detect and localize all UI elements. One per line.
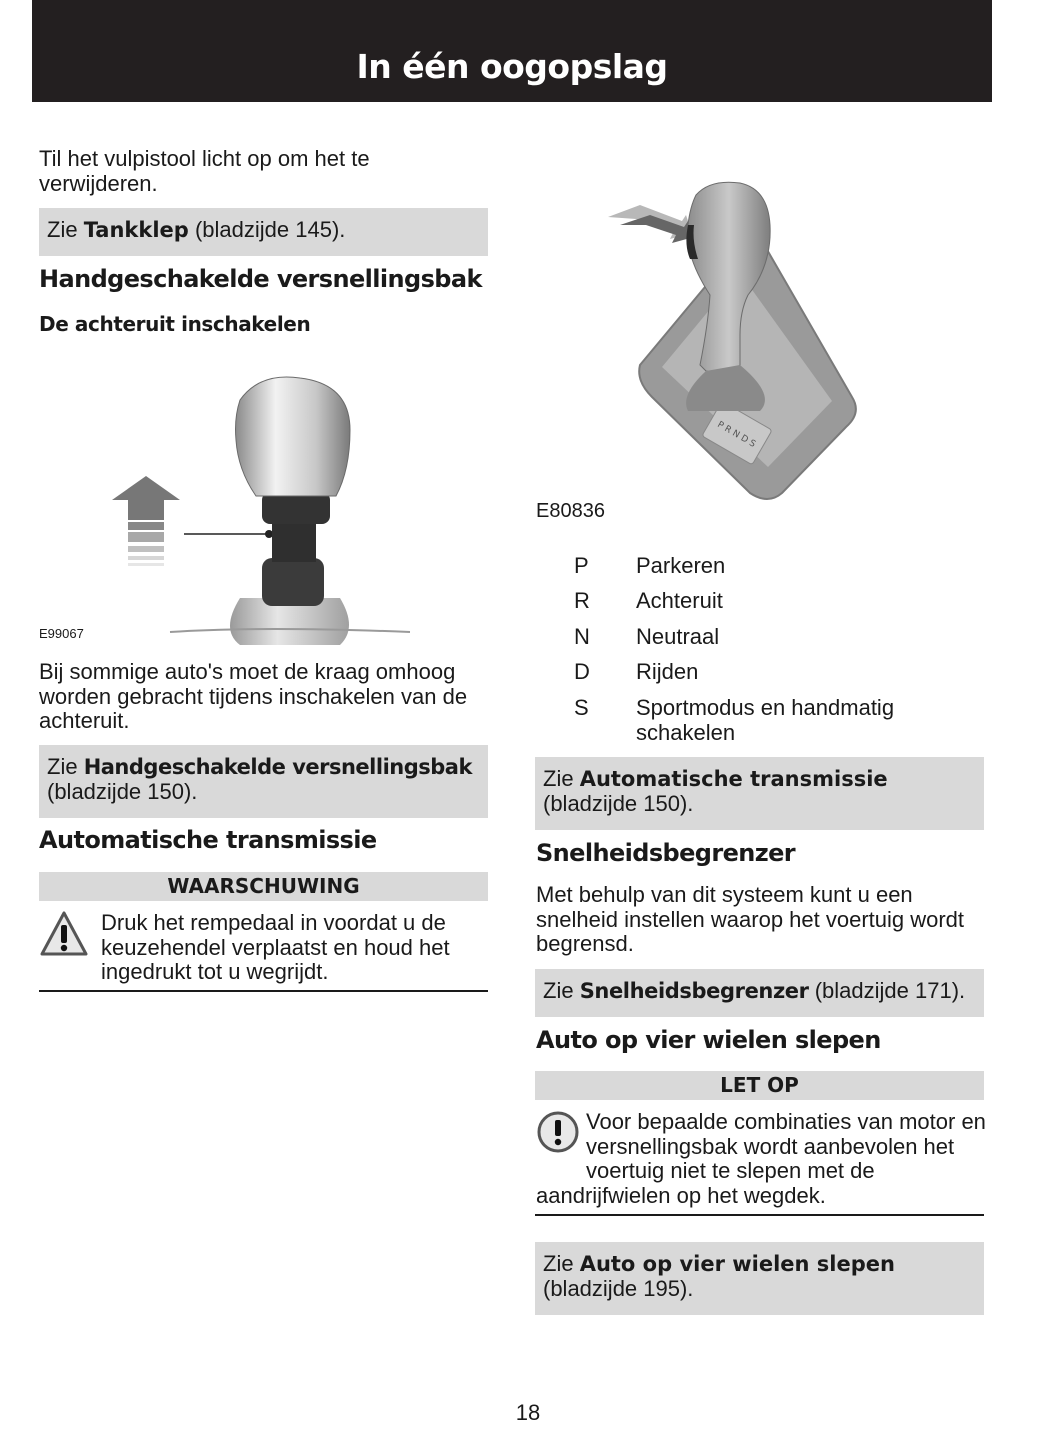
gear-label: Sportmodus en handmatig schakelen xyxy=(636,695,895,745)
gear-label: Rijden xyxy=(636,659,699,684)
page-number: 18 xyxy=(515,1400,541,1425)
figure-code-e80836: E80836 xyxy=(536,500,605,522)
gear-key: R xyxy=(574,588,590,613)
gear-row-n xyxy=(574,625,974,650)
gear-row-r xyxy=(574,589,974,614)
ref-suffix: (bladzijde 150). xyxy=(543,790,694,816)
gear-key: D xyxy=(574,659,590,684)
figure-code-e99067: E99067 xyxy=(39,626,84,641)
heading-automatic: Automatische transmissie xyxy=(39,826,377,854)
ref-suffix: (bladzijde 145). xyxy=(188,217,346,242)
intro-text: Til het vulpistool licht op om het te verwijderen. xyxy=(39,146,370,196)
ref-suffix: (bladzijde 150). xyxy=(47,778,198,804)
push-arrow-icon xyxy=(608,205,694,243)
caution-header: LET OP xyxy=(535,1071,984,1100)
warning-text: Druk het rempedaal in voordat u de keuzehendel verplaatst en houd het ingedrukt tot u wegrijdt. xyxy=(101,910,450,984)
ref-link-speed-limiter[interactable]: Snelheidsbegrenzer xyxy=(579,979,809,1003)
ref-prefix: Zie xyxy=(47,217,84,242)
warning-triangle-icon xyxy=(39,910,89,958)
heading-manual-gearbox: Handgeschakelde versnellingsbak xyxy=(39,265,482,293)
gear-row-d xyxy=(574,660,974,685)
automatic-gear-selector-figure xyxy=(600,175,865,505)
ref-link-tankklep[interactable]: Tankklep xyxy=(83,218,189,242)
gear-row-p xyxy=(574,554,974,579)
reference-box-speed-limiter xyxy=(535,969,984,1017)
gear-key: N xyxy=(574,624,590,649)
reference-box-towing xyxy=(535,1242,984,1315)
warning-bottom-rule xyxy=(39,990,488,992)
heading-towing: Auto op vier wielen slepen xyxy=(536,1026,881,1054)
heading-speed-limiter: Snelheidsbegrenzer xyxy=(536,839,796,867)
reverse-text: Bij sommige auto's moet de kraag omhoog worden gebracht tijdens inschakelen van de achteruit. xyxy=(39,659,468,733)
page-title: In één oogopslag xyxy=(356,46,668,86)
caution-text: Voor bepaalde combinaties van motor en versnellingsbak wordt aanbevolen het voertuig niet te slepen met de aandrijfwielen op het wegdek. xyxy=(536,1109,986,1208)
ref-link-manual[interactable]: Handgeschakelde versnellingsbak xyxy=(83,755,472,779)
caution-bottom-rule xyxy=(535,1214,984,1216)
speed-limiter-text: Met behulp van dit systeem kunt u een snelheid instellen waarop het voertuig wordt begrensd. xyxy=(536,882,965,956)
ref-suffix: (bladzijde 195). xyxy=(543,1275,694,1301)
ref-suffix: (bladzijde 171). xyxy=(808,978,966,1003)
ref-prefix: Zie xyxy=(47,754,84,779)
caution-text-block xyxy=(536,1110,986,1208)
ref-prefix: Zie xyxy=(543,766,580,791)
up-arrow-icon xyxy=(112,476,180,566)
gear-label: Neutraal xyxy=(636,624,720,649)
ref-prefix: Zie xyxy=(543,978,580,1003)
ref-link-automatic[interactable]: Automatische transmissie xyxy=(579,767,888,791)
warning-header: WAARSCHUWING xyxy=(39,872,488,901)
callout-dot xyxy=(265,530,273,538)
gear-label: Parkeren xyxy=(636,553,726,578)
gear-key: S xyxy=(574,695,589,720)
reference-box-manual xyxy=(39,745,488,818)
page-header xyxy=(32,0,992,102)
heading-reverse: De achteruit inschakelen xyxy=(39,312,311,336)
manual-gear-knob-figure xyxy=(100,370,420,645)
ref-link-towing[interactable]: Auto op vier wielen slepen xyxy=(579,1252,895,1276)
gear-label: Achteruit xyxy=(636,588,723,613)
reference-box-tankklep xyxy=(39,208,488,256)
reference-box-automatic xyxy=(535,757,984,830)
gear-row-s xyxy=(574,696,974,746)
ref-prefix: Zie xyxy=(543,1251,580,1276)
svg-text:P R N D S: P R N D S xyxy=(715,419,758,450)
gear-key: P xyxy=(574,553,589,578)
